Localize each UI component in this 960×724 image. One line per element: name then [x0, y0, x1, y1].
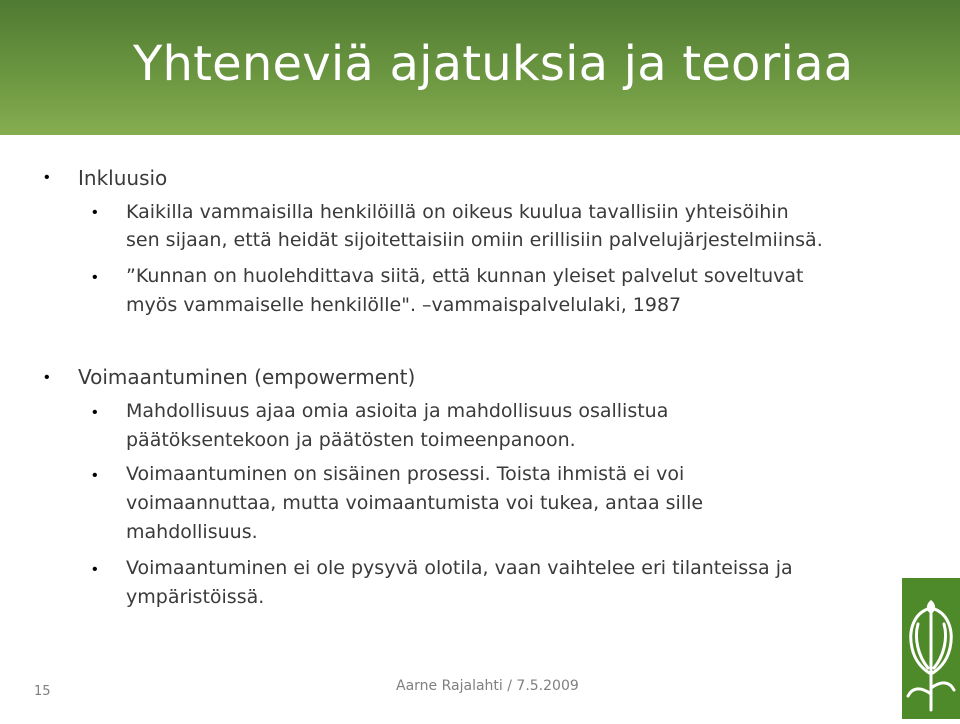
bullet-dot-icon: • — [44, 369, 50, 386]
bullet-dot-icon: • — [92, 561, 98, 578]
sub-bullet-text: mahdollisuus. — [126, 521, 258, 543]
sub-bullet-text: sen sijaan, että heidät sijoitettaisiin omiin erillisiin palvelujärjestelmiinsä. — [126, 229, 823, 251]
sub-bullet-text: Voimaantuminen ei ole pysyvä olotila, vaan vaihtelee eri tilanteissa ja — [126, 557, 793, 579]
sub-bullet-text: Kaikilla vammaisilla henkilöillä on oikeus kuulua tavallisiin yhteisöihin — [126, 201, 789, 223]
sub-bullet-text: ympäristöissä. — [126, 586, 265, 608]
bullet-dot-icon: • — [44, 169, 50, 186]
sub-bullet-text: voimaannuttaa, mutta voimaantumista voi tukea, antaa sille — [126, 492, 704, 514]
title-bar — [0, 0, 960, 135]
tulip-logo-icon — [902, 578, 960, 719]
footer-author-date: Aarne Rajalahti / 7.5.2009 — [396, 678, 579, 694]
sub-bullet-text: Voimaantuminen on sisäinen prosessi. Toista ihmistä ei voi — [126, 463, 685, 485]
bullet-heading-voimaantuminen: Voimaantuminen (empowerment) — [78, 365, 416, 389]
bullet-dot-icon: • — [92, 269, 98, 286]
slide-title: Yhteneviä ajatuksia ja teoriaa — [133, 36, 854, 92]
bullet-heading-inkluusio: Inkluusio — [78, 166, 168, 190]
sub-bullet-text: päätöksentekoon ja päätösten toimeenpanoon. — [126, 429, 576, 451]
logo-panel — [902, 578, 960, 719]
bullet-dot-icon: • — [92, 404, 98, 421]
page-number: 15 — [34, 684, 51, 699]
sub-bullet-text: ”Kunnan on huolehdittava siitä, että kunnan yleiset palvelut soveltuvat — [126, 265, 804, 287]
bullet-dot-icon: • — [92, 204, 98, 221]
bullet-dot-icon: • — [92, 467, 98, 484]
sub-bullet-text: myös vammaiselle henkilölle". –vammaispalvelulaki, 1987 — [126, 294, 682, 316]
sub-bullet-text: Mahdollisuus ajaa omia asioita ja mahdollisuus osallistua — [126, 400, 669, 422]
